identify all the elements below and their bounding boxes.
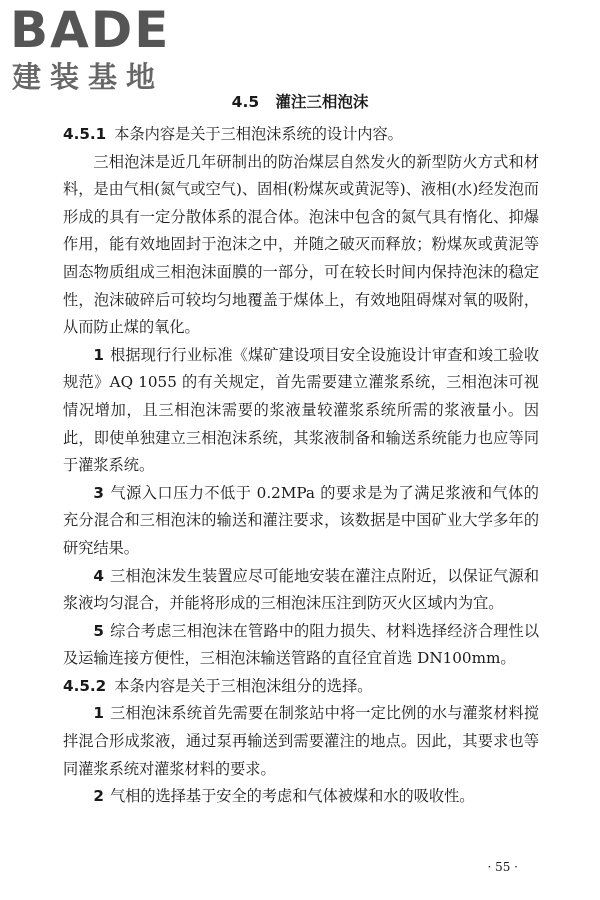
list-item	[63, 700, 539, 783]
item-text: 三相泡沫系统首先需要在制浆站中将一定比例的水与灌浆材料搅拌混合形成浆液，通过泵再输送到需要灌注的地点。因此，其要求也等同灌浆系统对灌浆材料的要求。	[63, 704, 539, 778]
document-body	[63, 121, 539, 811]
clause-number: 4.5.2	[63, 676, 107, 695]
watermark-sub-text: 建装基地	[12, 60, 165, 94]
clause-number: 4.5.1	[63, 125, 107, 143]
list-item	[63, 783, 539, 811]
clause-text: 本条内容是关于三相泡沫系统的设计内容。	[114, 125, 403, 143]
item-number: 3	[93, 483, 104, 502]
item-text: 综合考虑三相泡沫在管路中的阻力损失、材料选择经济合理性以及运输连接方便性，三相泡沫输送管路的直径宜首选 DN100mm。	[63, 621, 539, 668]
item-number: 2	[93, 787, 104, 806]
body-paragraph	[63, 149, 539, 342]
section-title-text: 灌注三相泡沫	[275, 93, 369, 111]
item-number: 4	[93, 566, 104, 585]
item-text: 三相泡沫发生装置应尽可能地安装在灌注点附近，以保证气源和浆液均匀混合，并能将形成的三相泡沫压注到防灭火区域内为宜。	[63, 566, 539, 613]
item-text: 气相的选择基于安全的考虑和气体被煤和水的吸收性。	[109, 787, 475, 806]
list-item	[63, 563, 539, 618]
item-number: 1	[93, 345, 104, 364]
paragraph-text: 三相泡沫是近几年研制出的防治煤层自然发火的新型防火方式和材料，是由气相(氮气或空气)、固相(粉煤灰或黄泥等)、液相(水)经发泡而形成的具有一定分散体系的混合体。泡沫中包含的氮气具有惰化、抑爆作用，能有效地固封于泡沫之中，并随之破灭而释放；粉煤灰或黄泥等固态物质组成三相泡沫面膜的一部分，可在较长时间内保持泡沫的稳定性，泡沫破碎后可较均匀地覆盖于煤体上，有效地阻碍煤对氧的吸附，从而防止煤的氧化。	[63, 152, 539, 337]
clause-text: 本条内容是关于三相泡沫组分的选择。	[114, 676, 373, 695]
clause-4-5-2	[63, 673, 539, 701]
item-text: 根据现行行业标准《煤矿建设项目安全设施设计审查和竣工验收规范》AQ 1055 的有关规定，首先需要建立灌浆系统，三相泡沫可视情况增加，且三相泡沫需要的浆液量较灌浆系统所需的浆液量小。因此，即使单独建立三相泡沫系统，其浆液制备和输送系统能力也应等同于灌浆系统。	[63, 345, 539, 475]
item-text: 气源入口压力不低于 0.2MPa 的要求是为了满足浆液和气体的充分混合和三相泡沫的输送和灌注要求，该数据是中国矿业大学多年的研究结果。	[63, 483, 539, 557]
list-item	[63, 480, 539, 563]
item-number: 1	[93, 704, 104, 723]
watermark-logo-text: BADE	[10, 1, 171, 59]
list-item	[63, 342, 539, 480]
section-title	[0, 90, 600, 112]
clause-4-5-1	[63, 121, 539, 149]
page-number: · 55 ·	[487, 860, 518, 874]
item-number: 5	[93, 621, 104, 640]
list-item	[63, 618, 539, 673]
section-number: 4.5	[231, 93, 260, 111]
watermark-logo	[10, 2, 180, 102]
